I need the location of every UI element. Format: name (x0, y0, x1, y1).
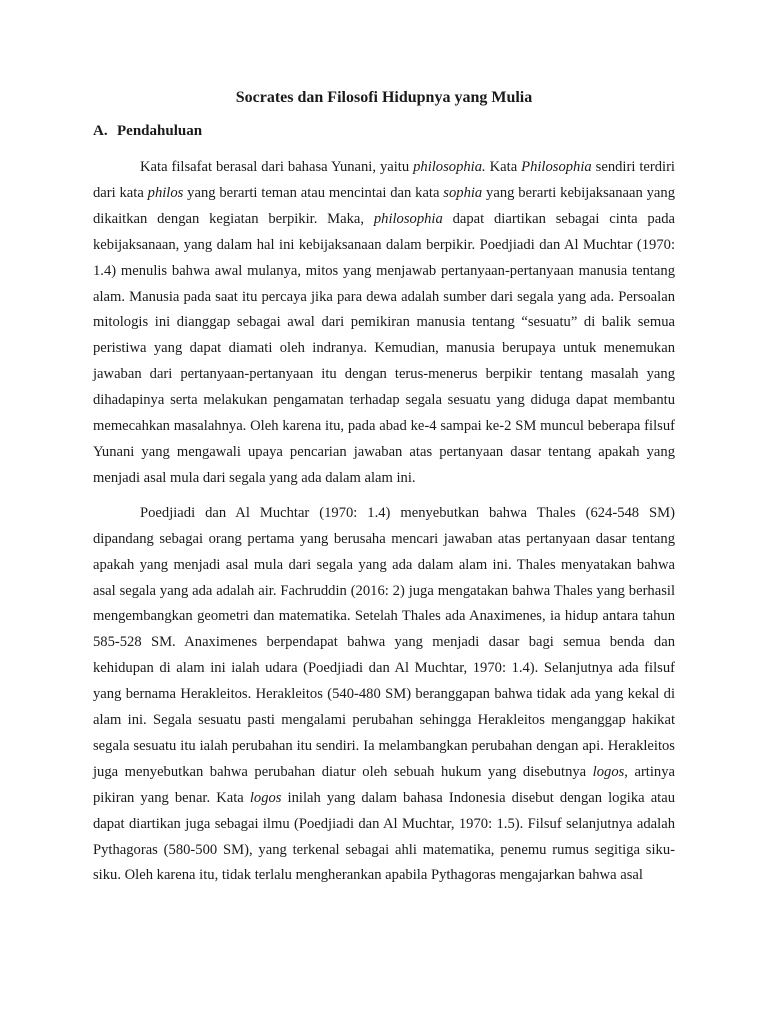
text-run: yang berarti teman atau mencintai dan kata (183, 184, 444, 201)
text-run: inilah yang dalam bahasa Indonesia disebut dengan logika atau dapat diartikan juga sebagai ilmu (Poedjiadi dan Al Muchtar, 1970: 1.5). Filsuf selanjutnya adalah Pythagoras (580-500 SM), yang terkenal sebagai ahli matematika, penemu rumus segitiga siku-siku. Oleh karena itu, tidak terlalu mengherankan apabila Pythagoras mengajarkan bahwa asal (93, 789, 675, 884)
body-paragraph (93, 501, 675, 890)
italic-term: philosophia. (413, 159, 486, 175)
section-heading-text: Pendahuluan (117, 123, 203, 139)
italic-term: philosophia (373, 210, 443, 227)
text-run: dapat diartikan sebagai cinta pada kebijaksanaan, yang dalam hal ini kebijaksanaan dalam berpikir. Poedjiadi dan Al Muchtar (1970: 1.4) menulis bahwa awal mulanya, mitos yang menjawab pertanyaan-pertanyaan manusia tentang alam. Manusia pada saat itu percaya jika para dewa adalah sumber dari segala yang ada. Persoalan mitologis ini dianggap sebagai awal dari pemikiran manusia tentang “sesuatu” di balik semua peristiwa yang dapat diamati oleh indranya. Kemudian, manusia berupaya untuk menemukan jawaban dari pertanyaan-pertanyaan itu dengan terus-menerus berpikir tentang masalah yang dihadapinya serta melakukan pengamatan terhadap segala sesuatu yang diduga dapat membantu memecahkan masalahnya. Oleh karena itu, pada abad ke-4 sampai ke-2 SM muncul beberapa filsuf Yunani yang mengawali upaya pencarian jawaban atas pertanyaan dasar tentang apakah yang menjadi asal mula dari segala yang ada dalam alam ini. (93, 210, 675, 486)
italic-term: Philosophia (521, 159, 592, 175)
text-run: yang berarti kebijaksanaan yang dikaitkan dengan kegiatan berpikir. Maka, (93, 184, 675, 227)
italic-term: sophia (443, 184, 483, 201)
body-text (93, 155, 675, 889)
section-number: A. (93, 123, 108, 139)
italic-term: logos (592, 763, 625, 780)
text-run: Kata filsafat berasal dari bahasa Yunani, yaitu (140, 159, 414, 175)
body-paragraph (93, 155, 675, 492)
document-page (93, 85, 675, 898)
section-heading (93, 121, 675, 141)
italic-term: logos (249, 789, 282, 806)
text-run: Kata (485, 159, 522, 175)
text-run: Poedjiadi dan Al Muchtar (1970: 1.4) menyebutkan bahwa Thales (624-548 SM) dipandang sebagai orang pertama yang berusaha mencari jawaban atas pertanyaan dasar tentang apakah yang menjadi asal mula dari segala yang ada dalam alam ini. Thales menyatakan bahwa asal segala yang ada adalah air. Fachruddin (2016: 2) juga mengatakan bahwa Thales yang berhasil mengembangkan geometri dan matematika. Setelah Thales ada Anaximenes, ia hidup antara tahun 585-528 SM. Anaximenes berpendapat bahwa yang menjadi dasar bagi semua benda dan kehidupan di alam ini ialah udara (Poedjiadi dan Al Muchtar, 1970: 1.4). Selanjutnya ada filsuf yang bernama Herakleitos. Herakleitos (540-480 SM) beranggapan bahwa tidak ada yang kekal di alam ini. Segala sesuatu pasti mengalami perubahan sehingga Herakleitos menganggap hakikat segala sesuatu itu ialah perubahan itu sendiri. Ia melambangkan perubahan dengan api. Herakleitos juga menyebutkan bahwa perubahan diatur oleh sebuah hukum yang disebutnya (93, 504, 675, 780)
text-run: , artinya pikiran yang benar. Kata (93, 763, 675, 806)
italic-term: philos (147, 184, 184, 201)
document-title: Socrates dan Filosofi Hidupnya yang Mulia (235, 89, 533, 106)
text-run: sendiri terdiri dari kata (93, 159, 675, 201)
